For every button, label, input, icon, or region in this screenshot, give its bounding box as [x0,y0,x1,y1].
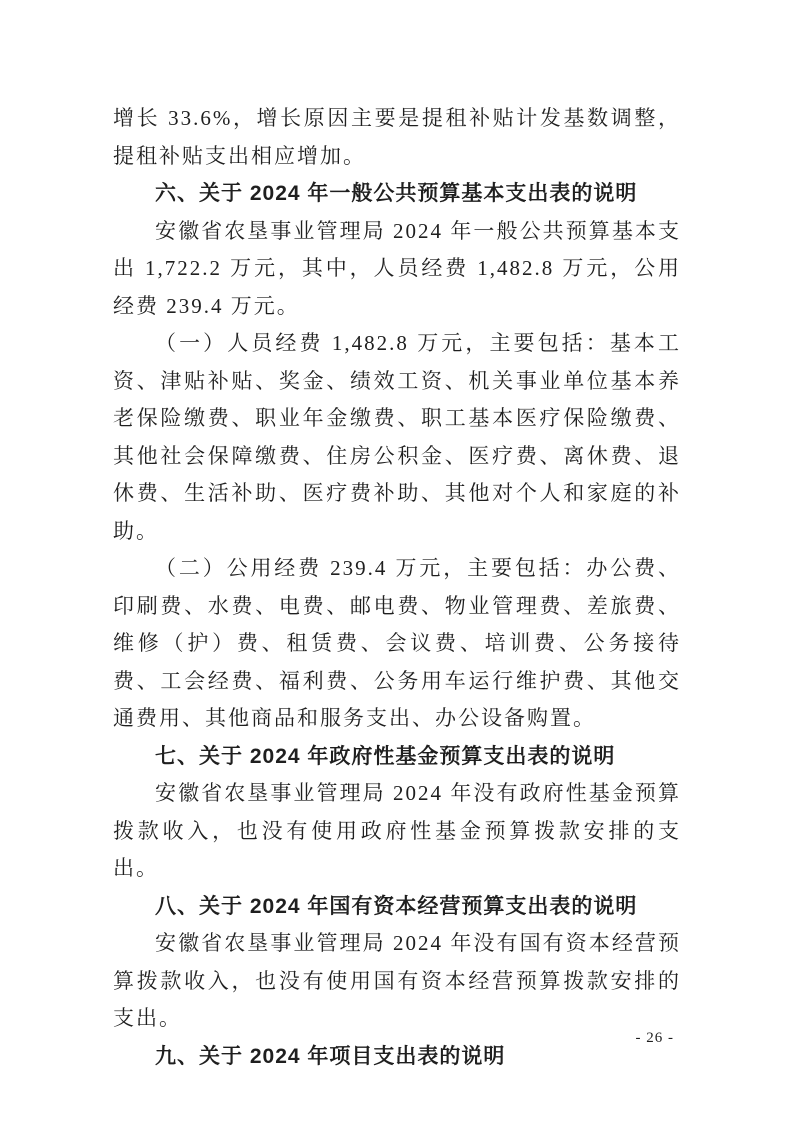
body-paragraph: 安徽省农垦事业管理局 2024 年没有国有资本经营预算拨款收入，也没有使用国有资本经营预算拨款安排的支出。 [113,931,681,1030]
body-paragraph: 安徽省农垦事业管理局 2024 年一般公共预算基本支出 1,722.2 万元，其中，人员经费 1,482.8 万元，公用经费 239.4 万元。 [113,218,681,318]
page-number: - 26 - [635,1030,674,1046]
body-paragraph: （二）公用经费 239.4 万元，主要包括：办公费、印刷费、水费、电费、邮电费、物业管理费、差旅费、维修（护）费、租赁费、会议费、培训费、公务接待费、工会经费、福利费、公务用车运行维护费、其他交通费用、其他商品和服务支出、办公设备购置。 [113,556,681,730]
section-heading: 六、关于 2024 年一般公共预算基本支出表的说明 [155,182,638,205]
document-content [113,100,681,1075]
section-heading: 九、关于 2024 年项目支出表的说明 [155,1044,506,1068]
section-heading: 八、关于 2024 年国有资本经营预算支出表的说明 [155,894,638,918]
body-paragraph: 安徽省农垦事业管理局 2024 年没有政府性基金预算拨款收入，也没有使用政府性基金预算拨款安排的支出。 [113,781,681,880]
body-paragraph: 增长 33.6%，增长原因主要是提租补贴计发基数调整，提租补贴支出相应增加。 [113,106,681,168]
body-paragraph: （一）人员经费 1,482.8 万元，主要包括：基本工资、津贴补贴、奖金、绩效工资、机关事业单位基本养老保险缴费、职业年金缴费、职工基本医疗保险缴费、其他社会保障缴费、住房公积金、医疗费、离休费、退休费、生活补助、医疗费补助、其他对个人和家庭的补助。 [113,331,681,543]
section-heading: 七、关于 2024 年政府性基金预算支出表的说明 [155,744,616,768]
